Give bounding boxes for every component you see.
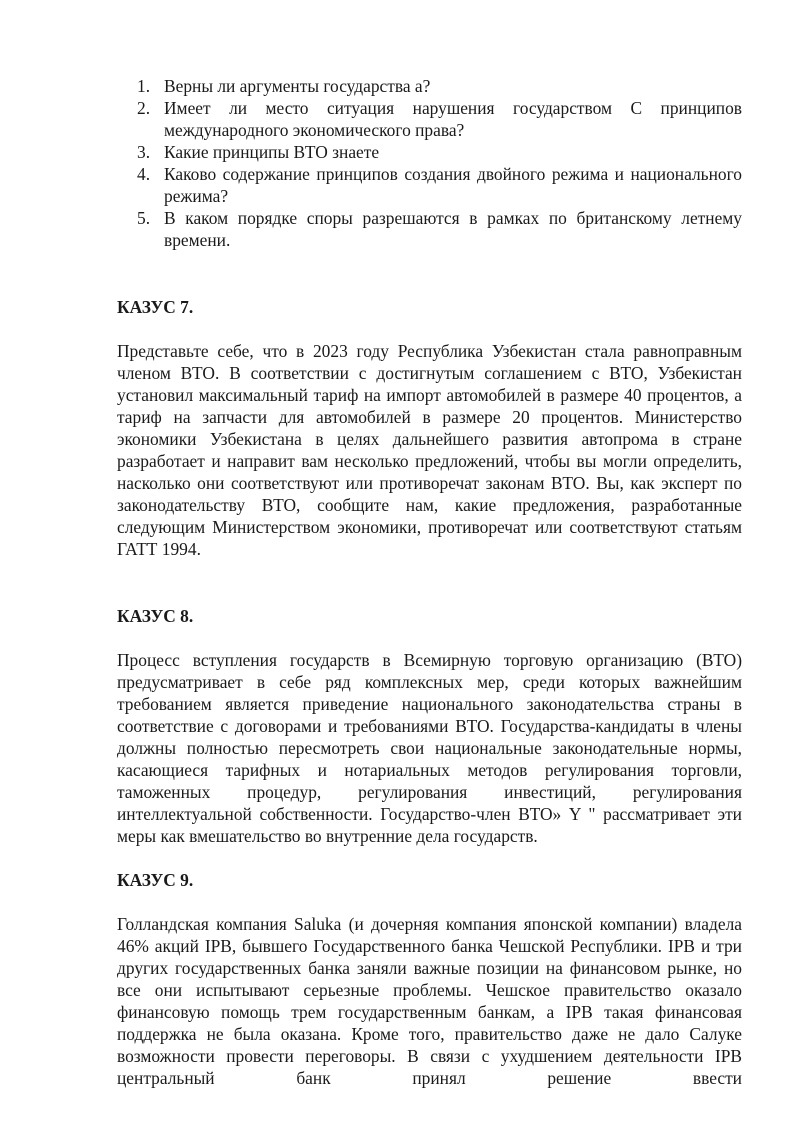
list-item bbox=[117, 97, 742, 141]
list-number: 1. bbox=[137, 76, 151, 96]
list-item-text: В каком порядке споры разрешаются в рамках по британскому летнему времени. bbox=[164, 208, 742, 250]
case-8-heading: КАЗУС 8. bbox=[117, 606, 194, 626]
list-item-text: Каково содержание принципов создания двойного режима и национального режима? bbox=[164, 164, 742, 206]
case-9-text: Голландская компания Saluka (и дочерняя компания японской компании) владела 46% акций IPB, бывшего Государственного банка Чешской Республики. IPB и три других государственных банка заняли важные позиции на финансовом рынке, но все они испытывают серьезные проблемы. Чешское правительство оказало финансовую помощь трем государственным банкам, а IPB такая финансовая поддержка не была оказана. Кроме того, правительство даже не дало Салуке возможности провести переговоры. В связи с ухудшением деятельности IPB центральный банк принял решение ввести bbox=[117, 914, 742, 1088]
list-number: 2. bbox=[137, 98, 151, 118]
list-item bbox=[117, 75, 742, 97]
case-8-text: Процесс вступления государств в Всемирную торговую организацию (ВТО) предусматривает в себе ряд комплексных мер, среди которых важнейшим требованием является приведение национального законодательства страны в соответствие с договорами и требованиями ВТО. Государства-кандидаты в члены должны полностью пересмотреть свои национальные законодательные нормы, касающиеся тарифных и нотариальных методов регулирования торговли, таможенных процедур, регулирования инвестиций, регулирования интеллектуальной собственности. Государство-член ВТО» Y " рассматривает эти меры как вмешательство во внутренние дела государств. bbox=[117, 650, 742, 846]
list-number: 5. bbox=[137, 208, 151, 228]
list-item bbox=[117, 141, 742, 163]
list-item bbox=[117, 163, 742, 207]
list-item bbox=[117, 207, 742, 251]
list-item-text: Верны ли аргументы государства а? bbox=[164, 76, 431, 96]
case-7-text: Представьте себе, что в 2023 году Республика Узбекистан стала равноправным членом ВТО. В соответствии с достигнутым соглашением с ВТО, Узбекистан установил максимальный тариф на импорт автомобилей в размере 40 процентов, а тариф на запчасти для автомобилей в размере 20 процентов. Министерство экономики Узбекистана в целях дальнейшего развития автопрома в стране разработает и направит вам несколько предложений, чтобы вы могли определить, насколько они соответствуют или противоречат законам ВТО. Вы, как эксперт по законодательству ВТО, сообщите нам, какие предложения, разработанные следующим Министерством экономики, противоречат или соответствуют статьям ГАТТ 1994. bbox=[117, 341, 742, 559]
list-item-text: Имеет ли место ситуация нарушения государством С принципов международного экономического права? bbox=[164, 98, 742, 140]
case-9-heading: КАЗУС 9. bbox=[117, 870, 194, 890]
case-7-heading: КАЗУС 7. bbox=[117, 297, 194, 317]
list-item-text: Какие принципы ВТО знаете bbox=[164, 142, 380, 162]
question-list bbox=[117, 75, 742, 251]
list-number: 4. bbox=[137, 164, 151, 184]
document-page bbox=[117, 75, 742, 1089]
list-number: 3. bbox=[137, 142, 151, 162]
